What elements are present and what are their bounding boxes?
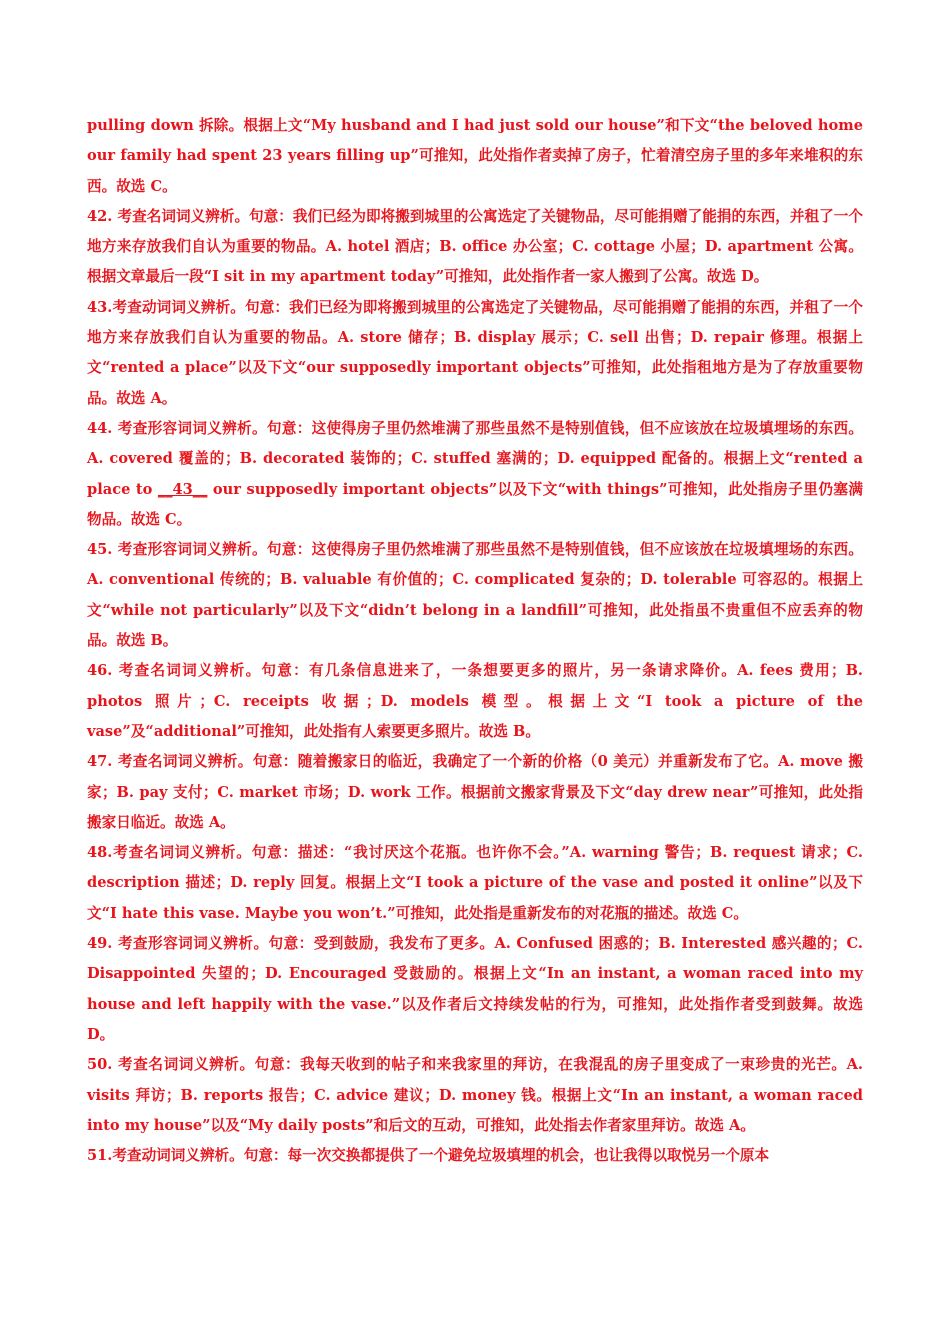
- explanation-51: 51.考查动词词义辨析。句意：每一次交换都提供了一个避免垃圾填埋的机会，也让我得以取悦另一个原本: [87, 1147, 770, 1165]
- explanation-45: 45. 考查形容词词义辨析。句意：这使得房子里仍然堆满了那些虽然不是特别值钱，但不应该放在垃圾填埋场的东西。A. conventional 传统的；B. valuable 有价值的；C. complicated 复杂的；D. tolerable 可容忍的。根据上文“while not particularly”以及下文“didn’t belong in a landfill”可推知，此处指虽不贵重但不应丢弃的物品。故选 B。: [87, 541, 863, 650]
- explanation-48: 48.考查名词词义辨析。句意：描述：“我讨厌这个花瓶。也许你不会。”A. warning 警告；B. request 请求；C. description 描述；D. reply 回复。根据上文“I took a picture of the vase and posted it online”以及下文“I hate this vase. Maybe you won’t.”可推知，此处指是重新发布的对花瓶的描述。故选 C。: [87, 844, 863, 922]
- explanation-43: 43.考查动词词义辨析。句意：我们已经为即将搬到城里的公寓选定了关键物品，尽可能捐赠了能捐的东西，并租了一个地方来存放我们自认为重要的物品。A. store 储存；B. display 展示；C. sell 出售；D. repair 修理。根据上文“rented a place”以及下文“our supposedly important objects”可推知，此处指租地方是为了存放重要物品。故选 A。: [87, 298, 863, 407]
- explanation-44-text-after: our supposedly important objects”以及下文“with things”可推知，此处指房子里仍塞满物品。故选 C。: [87, 480, 863, 528]
- explanation-44-text-before: 44. 考查形容词词义辨析。句意：这使得房子里仍然堆满了那些虽然不是特别值钱，但不应该放在垃圾填埋场的东西。A. covered 覆盖的；B. decorated 装饰的；C. stuffed 塞满的；D. equipped 配备的。根据上文“rented a place to: [87, 419, 863, 498]
- answer-explanations: [87, 111, 863, 1171]
- explanation-44: [87, 414, 863, 535]
- explanation-41-continued: pulling down 拆除。根据上文“My husband and I had just sold our house”和下文“the beloved home our family had spent 23 years filling up”可推知，此处指作者卖掉了房子，忙着清空房子里的多年来堆积的东西。故选 C。: [87, 117, 863, 195]
- explanation-42: 42. 考查名词词义辨析。句意：我们已经为即将搬到城里的公寓选定了关键物品，尽可能捐赠了能捐的东西，并租了一个地方来存放我们自认为重要的物品。A. hotel 酒店；B. office 办公室；C. cottage 小屋；D. apartment 公寓。根据文章最后一段“I sit in my apartment today”可推知，此处指作者一家人搬到了公寓。故选 D。: [87, 207, 863, 286]
- explanation-50: 50. 考查名词词义辨析。句意：我每天收到的帖子和来我家里的拜访，在我混乱的房子里变成了一束珍贵的光芒。A. visits 拜访；B. reports 报告；C. advice 建议；D. money 钱。根据上文“In an instant, a woman raced into my house”以及“My daily posts”和后文的互动，可推知，此处指去作者家里拜访。故选 A。: [87, 1056, 863, 1134]
- explanation-46: 46. 考查名词词义辨析。句意：有几条信息进来了，一条想要更多的照片，另一条请求降价。A. fees 费用；B. photos 照片；C. receipts 收据；D. models 模型。根据上文“I took a picture of the vase”及“additional”可推知，此处指有人索要更多照片。故选 B。: [87, 662, 863, 740]
- blank-43-reference: __43__: [157, 480, 208, 498]
- explanation-47: 47. 考查名词词义辨析。句意：随着搬家日的临近，我确定了一个新的价格（0 美元）并重新发布了它。A. move 搬家；B. pay 支付；C. market 市场；D. work 工作。根据前文搬家背景及下文“day drew near”可推知，此处指搬家日临近。故选 A。: [87, 753, 863, 831]
- explanation-49: 49. 考查形容词词义辨析。句意：受到鼓励，我发布了更多。A. Confused 困惑的；B. Interested 感兴趣的；C. Disappointed 失望的；D. Encouraged 受鼓励的。根据上文“In an instant, a woman raced into my house and left happily with the vase.”以及作者后文持续发帖的行为，可推知，此处指作者受到鼓舞。故选 D。: [87, 935, 863, 1043]
